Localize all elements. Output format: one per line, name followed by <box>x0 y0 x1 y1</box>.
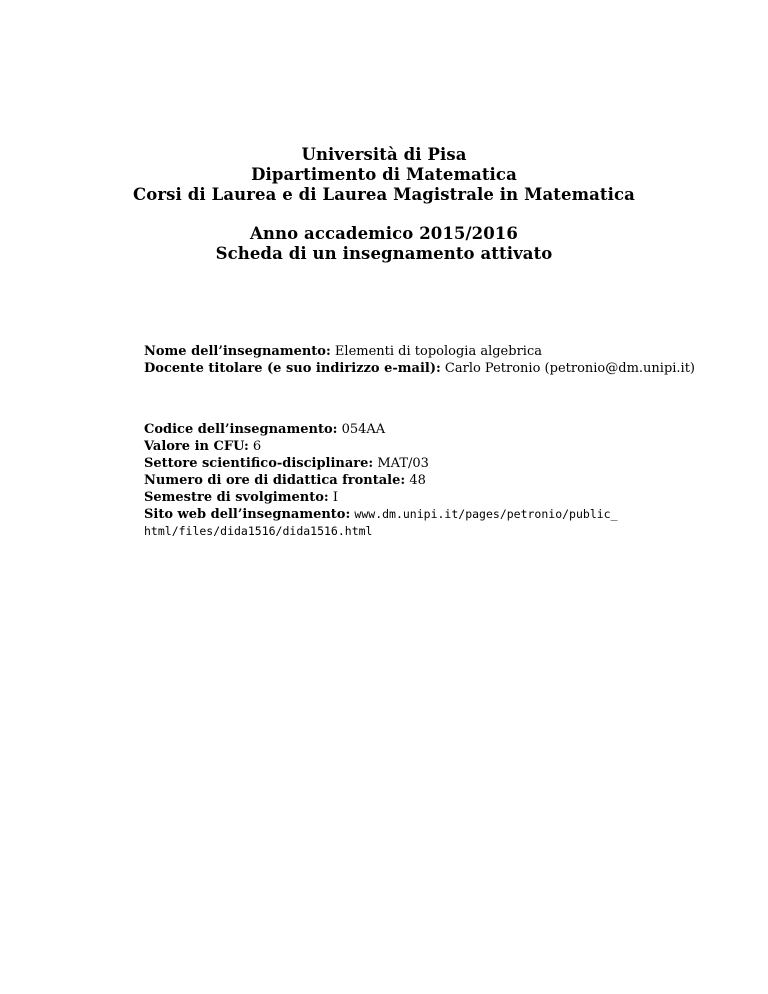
course-name-row <box>144 343 684 360</box>
semester-value: I <box>332 490 338 505</box>
course-code-row <box>144 421 684 438</box>
teacher-value: Carlo Petronio (petronio@dm.unipi.it) <box>444 361 696 376</box>
course-code-value: 054AA <box>341 422 386 437</box>
course-name-label: Nome dell’insegnamento: <box>144 344 331 359</box>
sector-row <box>144 455 684 472</box>
hours-label: Numero di ore di didattica frontale: <box>144 473 406 488</box>
cfu-value: 6 <box>252 439 262 454</box>
website-row-continuation <box>144 523 684 540</box>
academic-year: Anno accademico 2015/2016 <box>250 224 518 243</box>
sheet-header <box>0 224 768 264</box>
department-name: Dipartimento di Matematica <box>251 165 517 184</box>
semester-row <box>144 489 684 506</box>
cfu-label: Valore in CFU: <box>144 439 249 454</box>
semester-label: Semestre di svolgimento: <box>144 490 329 505</box>
hours-value: 48 <box>409 473 426 488</box>
teacher-row <box>144 360 696 377</box>
hours-row <box>144 472 684 489</box>
cfu-row <box>144 438 684 455</box>
sector-value: MAT/03 <box>377 456 429 471</box>
website-label: Sito web dell’insegnamento: <box>144 507 351 522</box>
website-row <box>144 506 684 523</box>
course-name-value: Elementi di topologia algebrica <box>334 344 542 359</box>
degree-programs: Corsi di Laurea e di Laurea Magistrale in Matematica <box>133 185 635 204</box>
sector-label: Settore scientifico-disciplinare: <box>144 456 374 471</box>
institution-header <box>0 145 768 205</box>
sheet-title: Scheda di un insegnamento attivato <box>215 244 553 263</box>
website-url-line1[interactable]: www.dm.unipi.it/pages/petronio/public_ <box>354 507 618 521</box>
website-url-line2[interactable]: html/files/dida1516/dida1516.html <box>144 524 373 538</box>
teacher-label: Docente titolare (e suo indirizzo e-mail): <box>144 361 441 376</box>
university-name: Università di Pisa <box>301 145 467 164</box>
course-details <box>144 421 684 540</box>
course-identity <box>144 343 696 377</box>
course-code-label: Codice dell’insegnamento: <box>144 422 338 437</box>
